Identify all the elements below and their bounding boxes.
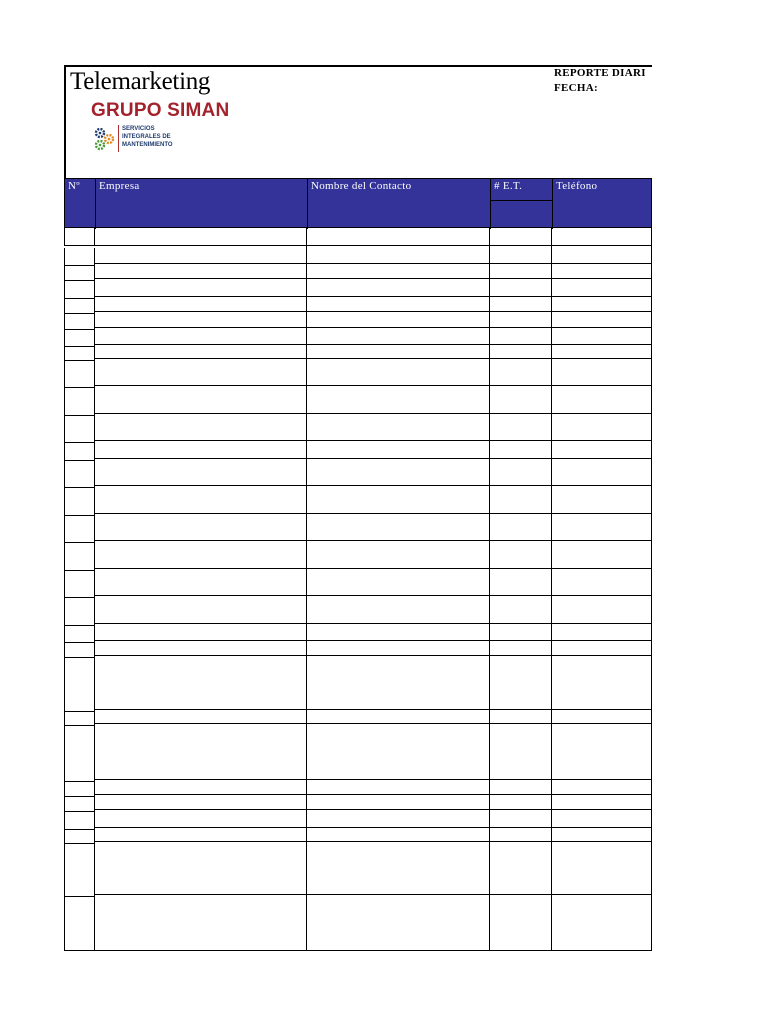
et-cell[interactable] (490, 842, 552, 895)
contact-cell[interactable] (307, 246, 490, 264)
phone-cell[interactable] (552, 312, 652, 328)
column-header-phone: Teléfono (556, 180, 598, 192)
table-row (64, 345, 652, 359)
number-cell[interactable] (64, 416, 95, 443)
number-cell[interactable] (64, 443, 95, 461)
phone-cell[interactable] (552, 246, 652, 264)
contact-cell[interactable] (307, 514, 490, 541)
company-cell[interactable] (95, 228, 307, 246)
number-cell[interactable] (64, 726, 95, 782)
et-cell[interactable] (490, 459, 552, 486)
contact-cell[interactable] (307, 724, 490, 780)
number-cell[interactable] (64, 266, 95, 281)
date-label: FECHA: (554, 82, 598, 94)
number-cell[interactable] (64, 812, 95, 830)
number-cell[interactable] (64, 516, 95, 543)
column-header-et: # E.T. (491, 179, 553, 229)
et-cell[interactable] (490, 386, 552, 414)
contact-cell[interactable] (307, 345, 490, 359)
number-cell[interactable] (64, 228, 95, 246)
contact-cell[interactable] (307, 264, 490, 279)
logo-divider (118, 125, 119, 152)
company-cell[interactable] (95, 297, 307, 312)
table-row (64, 780, 652, 795)
company-cell[interactable] (95, 810, 307, 828)
et-cell[interactable] (490, 656, 552, 710)
number-cell[interactable] (64, 897, 95, 951)
company-cell[interactable] (95, 596, 307, 624)
contact-cell[interactable] (307, 895, 490, 951)
contact-cell[interactable] (307, 842, 490, 895)
et-cell[interactable] (490, 569, 552, 596)
contact-cell[interactable] (307, 459, 490, 486)
et-cell[interactable] (490, 312, 552, 328)
phone-cell[interactable] (552, 386, 652, 414)
phone-cell[interactable] (552, 414, 652, 441)
phone-cell[interactable] (552, 328, 652, 345)
page-title: Telemarketing (70, 68, 211, 95)
contact-cell[interactable] (307, 641, 490, 656)
company-cell[interactable] (95, 459, 307, 486)
table-row (64, 895, 652, 951)
table-row (64, 828, 652, 842)
column-header-company: Empresa (96, 179, 308, 229)
number-cell[interactable] (64, 388, 95, 416)
company-cell[interactable] (95, 328, 307, 345)
et-cell[interactable] (490, 279, 552, 297)
contact-cell[interactable] (307, 596, 490, 624)
et-cell[interactable] (490, 895, 552, 951)
contact-cell[interactable] (307, 710, 490, 724)
table-row (64, 386, 652, 414)
number-cell[interactable] (64, 830, 95, 844)
contact-cell[interactable] (307, 279, 490, 297)
contact-cell[interactable] (307, 656, 490, 710)
phone-cell[interactable] (552, 541, 652, 569)
table-row (64, 359, 652, 386)
table-row (64, 541, 652, 569)
company-cell[interactable] (95, 569, 307, 596)
et-cell[interactable] (490, 596, 552, 624)
table-header (64, 178, 652, 228)
phone-cell[interactable] (552, 459, 652, 486)
table-row (64, 656, 652, 710)
logo-tagline-line: SERVICIOS (122, 126, 155, 132)
brand-name: GRUPO SIMAN (91, 100, 230, 121)
company-cell[interactable] (95, 724, 307, 780)
number-cell[interactable] (64, 598, 95, 626)
phone-cell[interactable] (552, 795, 652, 810)
phone-cell[interactable] (552, 297, 652, 312)
logo-tagline-line: MANTENIMIENTO (122, 142, 173, 148)
company-cell[interactable] (95, 541, 307, 569)
table-row (64, 795, 652, 810)
et-cell[interactable] (490, 359, 552, 386)
company-cell[interactable] (95, 264, 307, 279)
et-cell[interactable] (490, 541, 552, 569)
number-cell[interactable] (64, 712, 95, 726)
contact-cell[interactable] (307, 414, 490, 441)
number-cell[interactable] (64, 330, 95, 347)
number-cell[interactable] (64, 782, 95, 797)
et-cell[interactable] (490, 345, 552, 359)
contact-cell[interactable] (307, 228, 490, 246)
et-cell[interactable] (490, 810, 552, 828)
phone-cell[interactable] (552, 724, 652, 780)
table-row (64, 328, 652, 345)
contact-cell[interactable] (307, 569, 490, 596)
et-cell[interactable] (490, 828, 552, 842)
phone-cell[interactable] (552, 810, 652, 828)
number-cell[interactable] (64, 361, 95, 388)
column-header-number: Nº (65, 179, 96, 229)
table-row (64, 246, 652, 264)
et-cell[interactable] (490, 710, 552, 724)
et-cell[interactable] (490, 246, 552, 264)
number-cell[interactable] (64, 299, 95, 314)
phone-cell[interactable] (552, 441, 652, 459)
company-cell[interactable] (95, 828, 307, 842)
number-cell[interactable] (64, 543, 95, 571)
et-cell[interactable] (490, 328, 552, 345)
contact-cell[interactable] (307, 541, 490, 569)
table-row (64, 414, 652, 441)
phone-cell[interactable] (552, 569, 652, 596)
contact-cell[interactable] (307, 359, 490, 386)
table-row (64, 624, 652, 641)
et-cell[interactable] (490, 795, 552, 810)
phone-cell[interactable] (552, 264, 652, 279)
table-row (64, 312, 652, 328)
number-cell[interactable] (64, 571, 95, 598)
company-cell[interactable] (95, 656, 307, 710)
table-row (64, 486, 652, 514)
phone-cell[interactable] (552, 710, 652, 724)
company-cell[interactable] (95, 780, 307, 795)
et-cell[interactable] (490, 264, 552, 279)
offscreen-edge (652, 60, 768, 104)
company-cell[interactable] (95, 312, 307, 328)
phone-cell[interactable] (552, 842, 652, 895)
et-cell[interactable] (490, 297, 552, 312)
company-cell[interactable] (95, 624, 307, 641)
phone-cell[interactable] (552, 828, 652, 842)
table-row (64, 842, 652, 895)
company-cell[interactable] (95, 345, 307, 359)
contact-cell[interactable] (307, 810, 490, 828)
contact-cell[interactable] (307, 297, 490, 312)
phone-cell[interactable] (552, 279, 652, 297)
et-header-divider (491, 200, 553, 201)
et-cell[interactable] (490, 486, 552, 514)
et-cell[interactable] (490, 780, 552, 795)
phone-cell[interactable] (552, 780, 652, 795)
company-cell[interactable] (95, 895, 307, 951)
company-cell[interactable] (95, 710, 307, 724)
phone-cell[interactable] (552, 345, 652, 359)
contact-cell[interactable] (307, 328, 490, 345)
phone-cell[interactable] (552, 228, 652, 246)
company-cell[interactable] (95, 842, 307, 895)
report-daily-label: REPORTE DIARI (554, 67, 646, 79)
company-cell[interactable] (95, 441, 307, 459)
number-cell[interactable] (64, 461, 95, 488)
gears-logo-icon (92, 126, 116, 152)
phone-cell[interactable] (552, 641, 652, 656)
et-cell[interactable] (490, 514, 552, 541)
number-cell[interactable] (64, 797, 95, 812)
table-row (64, 441, 652, 459)
et-cell[interactable] (490, 414, 552, 441)
contact-cell[interactable] (307, 486, 490, 514)
column-header-contact: Nombre del Contacto (308, 179, 491, 229)
table-row (64, 264, 652, 279)
company-cell[interactable] (95, 246, 307, 264)
table-row (64, 710, 652, 724)
number-cell[interactable] (64, 347, 95, 361)
table-row (64, 297, 652, 312)
et-cell[interactable] (490, 441, 552, 459)
company-cell[interactable] (95, 359, 307, 386)
contact-cell[interactable] (307, 795, 490, 810)
contact-cell[interactable] (307, 441, 490, 459)
number-cell[interactable] (64, 658, 95, 712)
phone-cell[interactable] (552, 359, 652, 386)
table-row (64, 569, 652, 596)
number-cell[interactable] (64, 643, 95, 658)
company-cell[interactable] (95, 414, 307, 441)
contact-cell[interactable] (307, 386, 490, 414)
contact-cell[interactable] (307, 780, 490, 795)
et-cell[interactable] (490, 641, 552, 656)
table-row (64, 641, 652, 656)
phone-cell[interactable] (552, 656, 652, 710)
company-cell[interactable] (95, 386, 307, 414)
table-row (64, 514, 652, 541)
number-cell[interactable] (64, 626, 95, 643)
et-cell[interactable] (490, 724, 552, 780)
logo-tagline (122, 125, 173, 149)
company-cell[interactable] (95, 486, 307, 514)
contact-cell[interactable] (307, 828, 490, 842)
logo-tagline-line: INTEGRALES DE (122, 134, 171, 140)
table-row (64, 724, 652, 780)
phone-cell[interactable] (552, 596, 652, 624)
contact-cell[interactable] (307, 312, 490, 328)
number-cell[interactable] (64, 248, 95, 266)
company-cell[interactable] (95, 514, 307, 541)
table-row (64, 810, 652, 828)
number-cell[interactable] (64, 488, 95, 516)
table-row (64, 228, 652, 246)
company-cell[interactable] (95, 795, 307, 810)
table-row (64, 596, 652, 624)
phone-cell[interactable] (552, 895, 652, 951)
et-cell[interactable] (490, 624, 552, 641)
number-cell[interactable] (64, 844, 95, 897)
number-cell[interactable] (64, 281, 95, 299)
phone-cell[interactable] (552, 514, 652, 541)
contact-cell[interactable] (307, 624, 490, 641)
et-cell[interactable] (490, 228, 552, 246)
phone-cell[interactable] (552, 486, 652, 514)
table-row (64, 459, 652, 486)
company-cell[interactable] (95, 641, 307, 656)
table-row (64, 279, 652, 297)
phone-cell[interactable] (552, 624, 652, 641)
number-cell[interactable] (64, 314, 95, 330)
company-cell[interactable] (95, 279, 307, 297)
